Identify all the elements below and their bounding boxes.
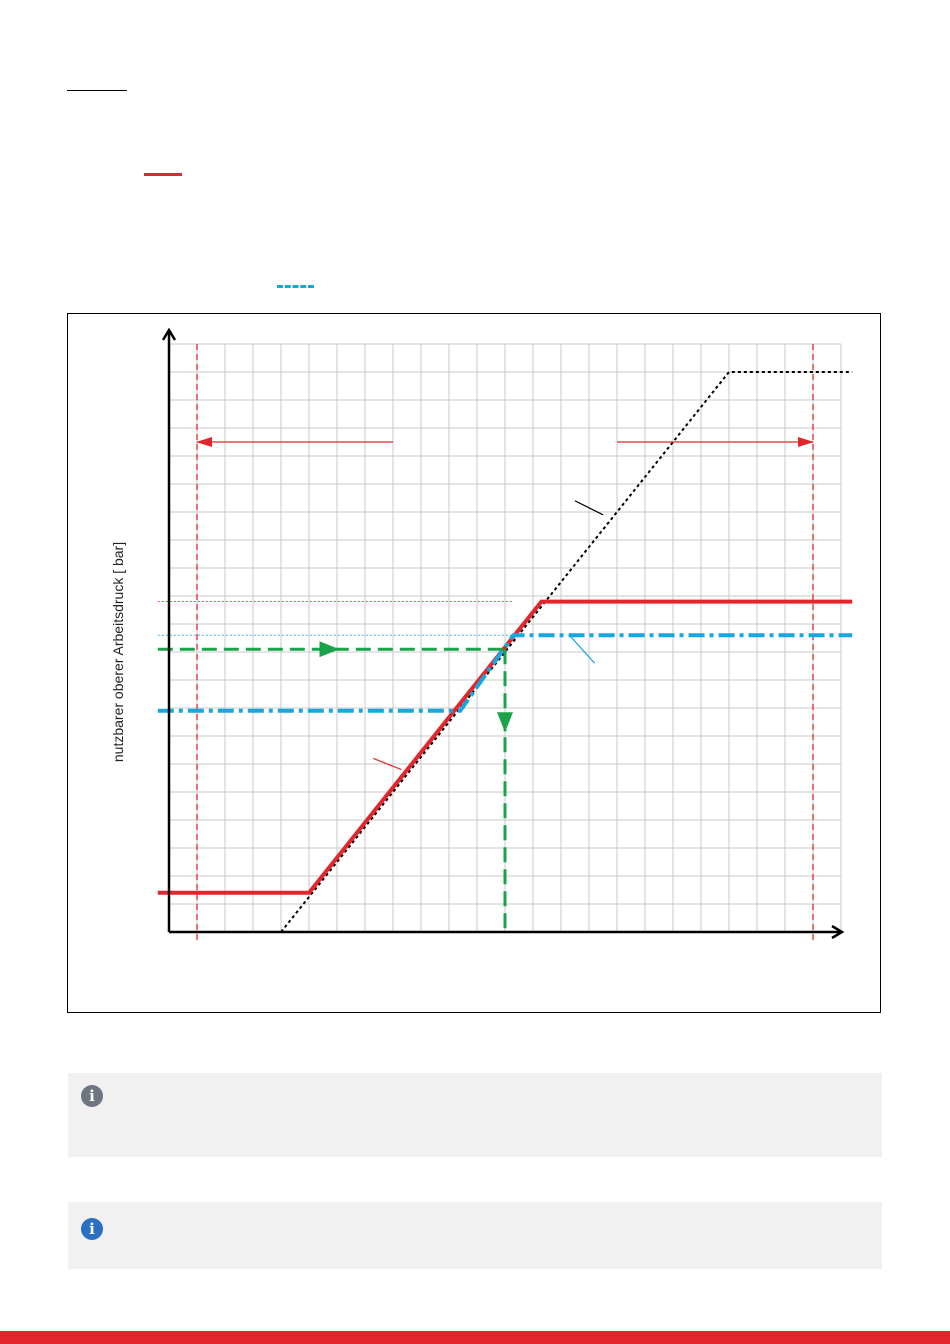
legend-red-line-swatch <box>144 173 182 176</box>
info-note-1 <box>68 1073 882 1157</box>
y-axis-label: nutzbarer oberer Arbeitsdruck [ bar] <box>110 541 126 763</box>
info-icon: i <box>81 1085 103 1107</box>
legend-underline-rule <box>67 90 127 91</box>
chart-frame <box>67 313 881 1013</box>
legend-blue-dashdot-swatch <box>277 285 314 288</box>
reference-lines <box>158 344 813 944</box>
info-note-2 <box>68 1202 882 1269</box>
footer-bar <box>0 1331 950 1344</box>
pressure-chart <box>68 314 880 1012</box>
chart-grid <box>169 344 841 932</box>
info-icon: i <box>81 1218 103 1240</box>
leader-line-blue <box>569 635 594 663</box>
